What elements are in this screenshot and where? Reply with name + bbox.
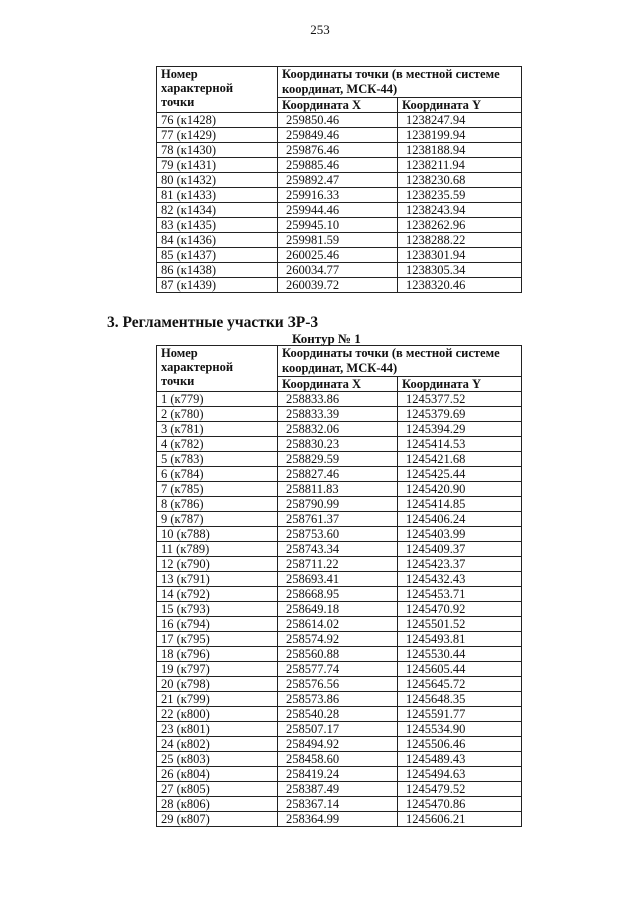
coord-x-cell: 258711.22 xyxy=(278,557,398,572)
point-number-cell: 83 (к1435) xyxy=(157,218,278,233)
coord-x-cell: 258833.86 xyxy=(278,392,398,407)
coord-y-cell: 1238235.59 xyxy=(398,188,522,203)
coord-x-cell: 258419.24 xyxy=(278,767,398,782)
point-number-cell: 19 (к797) xyxy=(157,662,278,677)
coordinates-table-1 xyxy=(156,66,522,293)
table-row xyxy=(157,602,522,617)
table-row xyxy=(157,752,522,767)
coord-y-cell: 1238262.96 xyxy=(398,218,522,233)
point-number-cell: 20 (к798) xyxy=(157,677,278,692)
coord-y-cell: 1245425.44 xyxy=(398,467,522,482)
point-number-cell: 84 (к1436) xyxy=(157,233,278,248)
point-number-cell: 82 (к1434) xyxy=(157,203,278,218)
coord-y-cell: 1238230.68 xyxy=(398,173,522,188)
coord-x-cell: 260034.77 xyxy=(278,263,398,278)
coord-y-cell: 1238211.94 xyxy=(398,158,522,173)
table-row xyxy=(157,707,522,722)
coord-y-cell: 1238243.94 xyxy=(398,203,522,218)
point-number-cell: 18 (к796) xyxy=(157,647,278,662)
coord-y-cell: 1245379.69 xyxy=(398,407,522,422)
table-row xyxy=(157,797,522,812)
point-number-header-line3: точки xyxy=(161,374,195,388)
point-number-header xyxy=(157,346,278,392)
coord-y-cell: 1245409.37 xyxy=(398,542,522,557)
coord-x-cell: 259892.47 xyxy=(278,173,398,188)
coord-y-cell: 1238199.94 xyxy=(398,128,522,143)
point-number-cell: 85 (к1437) xyxy=(157,248,278,263)
table-row xyxy=(157,452,522,467)
coord-y-cell: 1245420.90 xyxy=(398,482,522,497)
point-number-cell: 12 (к790) xyxy=(157,557,278,572)
section-title: 3. Регламентные участки ЗР-3 xyxy=(107,314,319,331)
coord-y-cell: 1245421.68 xyxy=(398,452,522,467)
point-number-cell: 1 (к779) xyxy=(157,392,278,407)
coord-y-cell: 1245403.99 xyxy=(398,527,522,542)
table-2-body xyxy=(157,346,522,827)
coord-y-cell: 1245493.81 xyxy=(398,632,522,647)
coord-x-cell: 260025.46 xyxy=(278,248,398,263)
table-row xyxy=(157,692,522,707)
coords-header: Координаты точки (в местной системе координат, МСК-44) xyxy=(278,346,522,377)
table-row xyxy=(157,188,522,203)
coord-y-cell: 1245605.44 xyxy=(398,662,522,677)
coordinates-table-2 xyxy=(156,345,522,827)
coord-x-cell: 258458.60 xyxy=(278,752,398,767)
coord-x-cell: 258811.83 xyxy=(278,482,398,497)
table-row xyxy=(157,143,522,158)
point-number-header-line2: характерной xyxy=(161,360,234,374)
table-row xyxy=(157,233,522,248)
point-number-cell: 24 (к802) xyxy=(157,737,278,752)
coord-x-cell: 258761.37 xyxy=(278,512,398,527)
coord-x-cell: 258827.46 xyxy=(278,467,398,482)
coord-x-cell: 258573.86 xyxy=(278,692,398,707)
table-row xyxy=(157,128,522,143)
coord-y-cell: 1245377.52 xyxy=(398,392,522,407)
coord-x-cell: 258743.34 xyxy=(278,542,398,557)
coord-x-cell: 258387.49 xyxy=(278,782,398,797)
coord-x-cell: 258790.99 xyxy=(278,497,398,512)
coord-y-cell: 1238301.94 xyxy=(398,248,522,263)
coord-x-cell: 258364.99 xyxy=(278,812,398,827)
coord-x-header: Координата X xyxy=(278,98,398,113)
point-number-header-line1: Номер xyxy=(161,346,198,360)
coord-y-cell: 1245414.53 xyxy=(398,437,522,452)
coord-y-cell: 1245470.92 xyxy=(398,602,522,617)
coord-x-cell: 258753.60 xyxy=(278,527,398,542)
table-row xyxy=(157,677,522,692)
table-row xyxy=(157,632,522,647)
point-number-header xyxy=(157,67,278,113)
table-row xyxy=(157,422,522,437)
coord-y-cell: 1238305.34 xyxy=(398,263,522,278)
coord-x-cell: 258507.17 xyxy=(278,722,398,737)
table-row xyxy=(157,482,522,497)
coord-y-cell: 1245591.77 xyxy=(398,707,522,722)
point-number-cell: 10 (к788) xyxy=(157,527,278,542)
coord-y-cell: 1245414.85 xyxy=(398,497,522,512)
table-row xyxy=(157,173,522,188)
page-number: 253 xyxy=(310,22,330,37)
coord-y-header: Координата Y xyxy=(398,98,522,113)
table-row xyxy=(157,113,522,128)
coord-y-cell: 1245606.21 xyxy=(398,812,522,827)
coord-x-cell: 258540.28 xyxy=(278,707,398,722)
coord-x-cell: 259916.33 xyxy=(278,188,398,203)
point-number-cell: 76 (к1428) xyxy=(157,113,278,128)
point-number-cell: 22 (к800) xyxy=(157,707,278,722)
table-row xyxy=(157,218,522,233)
table-1-body xyxy=(157,67,522,293)
table-row xyxy=(157,617,522,632)
coord-y-cell: 1245394.29 xyxy=(398,422,522,437)
coord-x-cell: 259850.46 xyxy=(278,113,398,128)
contour-title: Контур № 1 xyxy=(292,331,361,346)
point-number-cell: 78 (к1430) xyxy=(157,143,278,158)
coord-y-cell: 1238247.94 xyxy=(398,113,522,128)
table-row xyxy=(157,203,522,218)
table-row xyxy=(157,647,522,662)
coord-x-cell: 259876.46 xyxy=(278,143,398,158)
coord-y-cell: 1245432.43 xyxy=(398,572,522,587)
coord-x-cell: 260039.72 xyxy=(278,278,398,293)
coord-y-header: Координата Y xyxy=(398,377,522,392)
table-row xyxy=(157,278,522,293)
table-row xyxy=(157,737,522,752)
coord-x-cell: 259849.46 xyxy=(278,128,398,143)
coord-y-cell: 1245501.52 xyxy=(398,617,522,632)
point-number-cell: 29 (к807) xyxy=(157,812,278,827)
coord-x-cell: 258829.59 xyxy=(278,452,398,467)
coord-x-cell: 258576.56 xyxy=(278,677,398,692)
point-number-cell: 26 (к804) xyxy=(157,767,278,782)
coord-y-cell: 1245423.37 xyxy=(398,557,522,572)
point-number-cell: 15 (к793) xyxy=(157,602,278,617)
table-row xyxy=(157,437,522,452)
table-row xyxy=(157,527,522,542)
coord-y-cell: 1245648.35 xyxy=(398,692,522,707)
coord-x-cell: 258693.41 xyxy=(278,572,398,587)
table-row xyxy=(157,782,522,797)
point-number-cell: 7 (к785) xyxy=(157,482,278,497)
coord-y-cell: 1245489.43 xyxy=(398,752,522,767)
coord-y-cell: 1238288.22 xyxy=(398,233,522,248)
table-row xyxy=(157,263,522,278)
table-header-row xyxy=(157,67,522,98)
coord-y-cell: 1245453.71 xyxy=(398,587,522,602)
table-row xyxy=(157,407,522,422)
coord-y-cell: 1245470.86 xyxy=(398,797,522,812)
point-number-cell: 86 (к1438) xyxy=(157,263,278,278)
point-number-cell: 81 (к1433) xyxy=(157,188,278,203)
table-header-row xyxy=(157,346,522,377)
point-number-cell: 2 (к780) xyxy=(157,407,278,422)
coord-y-cell: 1245406.24 xyxy=(398,512,522,527)
point-number-header-line3: точки xyxy=(161,95,195,109)
point-number-cell: 11 (к789) xyxy=(157,542,278,557)
table-row xyxy=(157,497,522,512)
point-number-cell: 17 (к795) xyxy=(157,632,278,647)
coord-y-cell: 1238188.94 xyxy=(398,143,522,158)
point-number-cell: 27 (к805) xyxy=(157,782,278,797)
point-number-cell: 14 (к792) xyxy=(157,587,278,602)
point-number-cell: 5 (к783) xyxy=(157,452,278,467)
point-number-cell: 8 (к786) xyxy=(157,497,278,512)
point-number-cell: 16 (к794) xyxy=(157,617,278,632)
coord-x-cell: 258614.02 xyxy=(278,617,398,632)
coord-x-cell: 258649.18 xyxy=(278,602,398,617)
table-row xyxy=(157,767,522,782)
point-number-cell: 6 (к784) xyxy=(157,467,278,482)
coord-x-cell: 258832.06 xyxy=(278,422,398,437)
point-number-cell: 80 (к1432) xyxy=(157,173,278,188)
point-number-header-line1: Номер xyxy=(161,67,198,81)
point-number-cell: 79 (к1431) xyxy=(157,158,278,173)
table-row xyxy=(157,467,522,482)
point-number-cell: 4 (к782) xyxy=(157,437,278,452)
coord-y-cell: 1238320.46 xyxy=(398,278,522,293)
coord-y-cell: 1245530.44 xyxy=(398,647,522,662)
table-row xyxy=(157,392,522,407)
table-row xyxy=(157,512,522,527)
coord-x-cell: 258494.92 xyxy=(278,737,398,752)
coord-y-cell: 1245506.46 xyxy=(398,737,522,752)
coord-x-cell: 259885.46 xyxy=(278,158,398,173)
coord-x-cell: 258668.95 xyxy=(278,587,398,602)
coord-x-cell: 259945.10 xyxy=(278,218,398,233)
coord-x-cell: 259944.46 xyxy=(278,203,398,218)
point-number-cell: 77 (к1429) xyxy=(157,128,278,143)
coords-header: Координаты точки (в местной системе координат, МСК-44) xyxy=(278,67,522,98)
coord-x-cell: 258833.39 xyxy=(278,407,398,422)
point-number-cell: 28 (к806) xyxy=(157,797,278,812)
coord-x-cell: 258574.92 xyxy=(278,632,398,647)
table-row xyxy=(157,542,522,557)
point-number-cell: 25 (к803) xyxy=(157,752,278,767)
table-row xyxy=(157,662,522,677)
point-number-cell: 13 (к791) xyxy=(157,572,278,587)
table-row xyxy=(157,812,522,827)
point-number-cell: 23 (к801) xyxy=(157,722,278,737)
coord-x-cell: 259981.59 xyxy=(278,233,398,248)
coord-y-cell: 1245534.90 xyxy=(398,722,522,737)
coord-x-cell: 258577.74 xyxy=(278,662,398,677)
point-number-header-line2: характерной xyxy=(161,81,234,95)
coord-y-cell: 1245645.72 xyxy=(398,677,522,692)
table-row xyxy=(157,722,522,737)
point-number-cell: 3 (к781) xyxy=(157,422,278,437)
point-number-cell: 21 (к799) xyxy=(157,692,278,707)
coord-x-cell: 258367.14 xyxy=(278,797,398,812)
table-row xyxy=(157,248,522,263)
table-row xyxy=(157,557,522,572)
table-row xyxy=(157,572,522,587)
coord-x-cell: 258830.23 xyxy=(278,437,398,452)
point-number-cell: 87 (к1439) xyxy=(157,278,278,293)
coord-x-header: Координата X xyxy=(278,377,398,392)
coord-y-cell: 1245479.52 xyxy=(398,782,522,797)
coord-x-cell: 258560.88 xyxy=(278,647,398,662)
table-row xyxy=(157,587,522,602)
coord-y-cell: 1245494.63 xyxy=(398,767,522,782)
table-row xyxy=(157,158,522,173)
point-number-cell: 9 (к787) xyxy=(157,512,278,527)
